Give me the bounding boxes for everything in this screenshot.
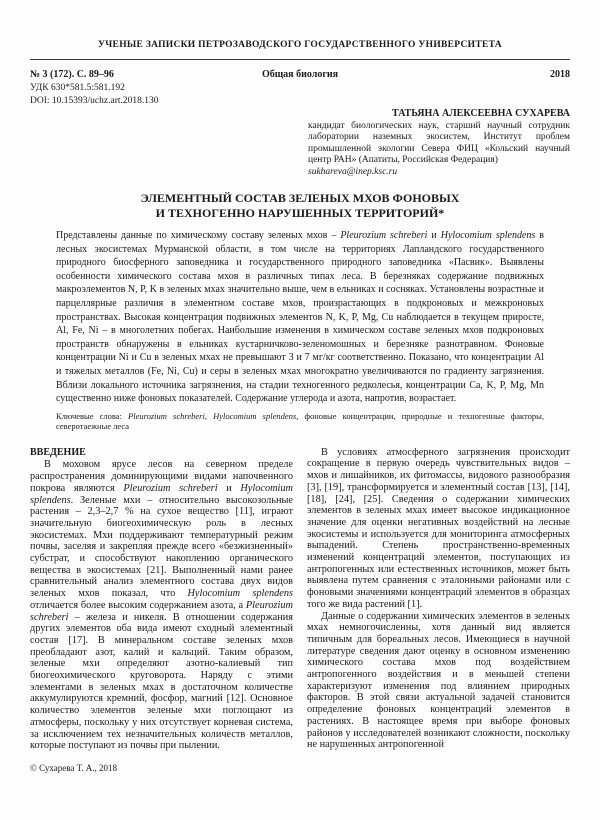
article-title-line2: И ТЕХНОГЕННО НАРУШЕННЫХ ТЕРРИТОРИЙ*	[155, 205, 445, 220]
abstract-text: Представлены данные по химическому составу зеленых мхов – Pleurozium schreberi и Hylocomium splendens в лесных экосистемах Мурманской области, в том числе на территориях Лапландского государственного природного биосферного заповедника и государственного природного заповедника «Пасвик». Выявлены особенности химического состава мхов в различных типах леса. В березняках содержание подвижных макроэлементов N, P, K в зеленых мхах значительно выше, чем в ельниках и сосняках. Установлены возрастные и парцеллярные различия в элементном составе мхов, произрастающих в подкроновых и межкроновых пространствах. Высокая концентрация подвижных элементов N, K, P, Mg, Cu наблюдается в текущем приросте, Al, Fe, Ni – в многолетних побегах. Наибольшие изменения в химическом составе зеленых мхов подкроновых пространств обнаружены в ельниках кустарничково-зеленомошных и березняке разнотравном. Фоновые концентрации Ni и Cu в зеленых мхах не превышают 3 и 7 мг/кг соответственно. Показано, что концентрации Al и тяжелых металлов (Fe, Ni, Cu) и серы в зеленых мхах многократно увеличиваются по градиенту загрязнения. Вблизи локального источника загрязнения, на стадии техногенного редколесья, концентрации Ca, K, P, Mg, Mn существенно ниже фоновых показателей. Содержание углерода и азота, напротив, возрастает.	[56, 230, 545, 405]
author-block	[308, 108, 570, 178]
body-columns	[30, 447, 570, 775]
journal-header: УЧЕНЫЕ ЗАПИСКИ ПЕТРОЗАВОДСКОГО ГОСУДАРСТВЕННОГО УНИВЕРСИТЕТА	[30, 40, 570, 60]
doi-line: DOI: 10.15393/uchz.art.2018.130	[30, 96, 159, 106]
udk-line: УДК 630*581.5:581.192	[30, 83, 125, 93]
article-title-line1: ЭЛЕМЕНТНЫЙ СОСТАВ ЗЕЛЕНЫХ МХОВ ФОНОВЫХ	[140, 191, 460, 205]
paragraph: В моховом ярусе лесов на северном пределе распространения доминирующими видами напочвенного покрова являются Pleurozium schreberi и Hylocomium splendens. Зеленые мхи – относительно высокозольные растения – 2,3–2,7 % на сухое вещество [11], играют значительную биогеохимическую роль в лесных экосистемах. Мхи поддерживают температурный режим почвы, заселяя и закрепляя прежде всего «безжизненный» субстрат, и способствуют накоплению органического вещества в экосистемах [21]. Выполненный нами ранее сравнительный анализ элементного состава двух видов зеленых мхов показал, что Hylocomium splendens отличается более высоким содержанием азота, а Pleurozium schreberi – железа и никеля. В отношении содержания других элементов оба вида имеют сходный элементный состав [17]. В минеральном составе зеленых мхов преобладают азот, калий и кальций. Таким образом, зеленые мхи определяют азотно-калиевый тип биогеохимического круговорота. Наряду с этими элементами в зеленых мхах в достаточном количестве аккумулируются кремний, фосфор, магний [12]. Основное количество элементов зеленые мхи поглощают из атмосферы, поскольку у них отсутствует корневая система, за исключением тех незначительных количеств металлов, которые поступают из почвы при пылении.	[30, 459, 293, 752]
article-title	[30, 191, 570, 220]
author-affiliation: кандидат биологических наук, старший научный сотрудник лаборатории наземных экосистем, Институт проблем промышленной экологии Севера ФИЦ «Кольский научный центр РАН» (Апатиты, Российская Федерация)	[308, 120, 570, 165]
keywords-line: Ключевые слова: Pleurozium schreberi, Hylocomium splendens, фоновые концентрации, природные и техногенные факторы, северотаежные леса	[56, 410, 544, 432]
copyright-notice: © Сухарева Т. А., 2018	[30, 763, 117, 773]
paragraph: Данные о содержании химических элементов в зеленых мхах немногочисленны, хотя данный вид является типичным для бореальных лесов. Имеющиеся в научной литературе сведения дают оценку в основном изменению химического состава мхов под воздействием антропогенного воздействия и в меньшей степени характеризуют изменения под влиянием природных факторов. В этой связи актуальной задачей становится определение фоновых концентраций элементов в растениях. В настоящее время при выборе фоновых районов у исследователей возникают сложности, поскольку не нарушенных антропогенной	[307, 610, 570, 751]
intro-heading: ВВЕДЕНИЕ	[30, 446, 86, 458]
right-column	[307, 447, 570, 775]
author-email: sukhareva@inep.ksc.ru	[308, 166, 398, 177]
paragraph: В условиях атмосферного загрязнения происходит сокращение в первую очередь чувствительных видов – мхов и лишайников, их фитомассы, видового разнообразия [3], [19], трансформируется и элементный состав [13], [14], [18], [24], [25]. Сведения о содержании химических элементов в зеленых мхах имеет высокое индикационное значение для оценки негативных воздействий на лесные экосистемы и используется для мониторинга атмосферных выпадений. Степень пространственно-временных изменений концентраций элементов, поступающих из антропогенных или естественных источников, может быть выявлена путем сравнения с эталонными районами или с фоновыми значениями концентраций элементов в образцах того же вида растений [1].	[307, 446, 570, 610]
year-label: 2018	[550, 69, 570, 80]
issue-meta-row	[30, 69, 570, 80]
section-label: Общая биология	[261, 69, 339, 80]
author-name: ТАТЬЯНА АЛЕКСЕЕВНА СУХАРЕВА	[392, 108, 570, 119]
issue-info: № 3 (172). С. 89–96	[30, 69, 114, 80]
left-column	[30, 447, 293, 775]
